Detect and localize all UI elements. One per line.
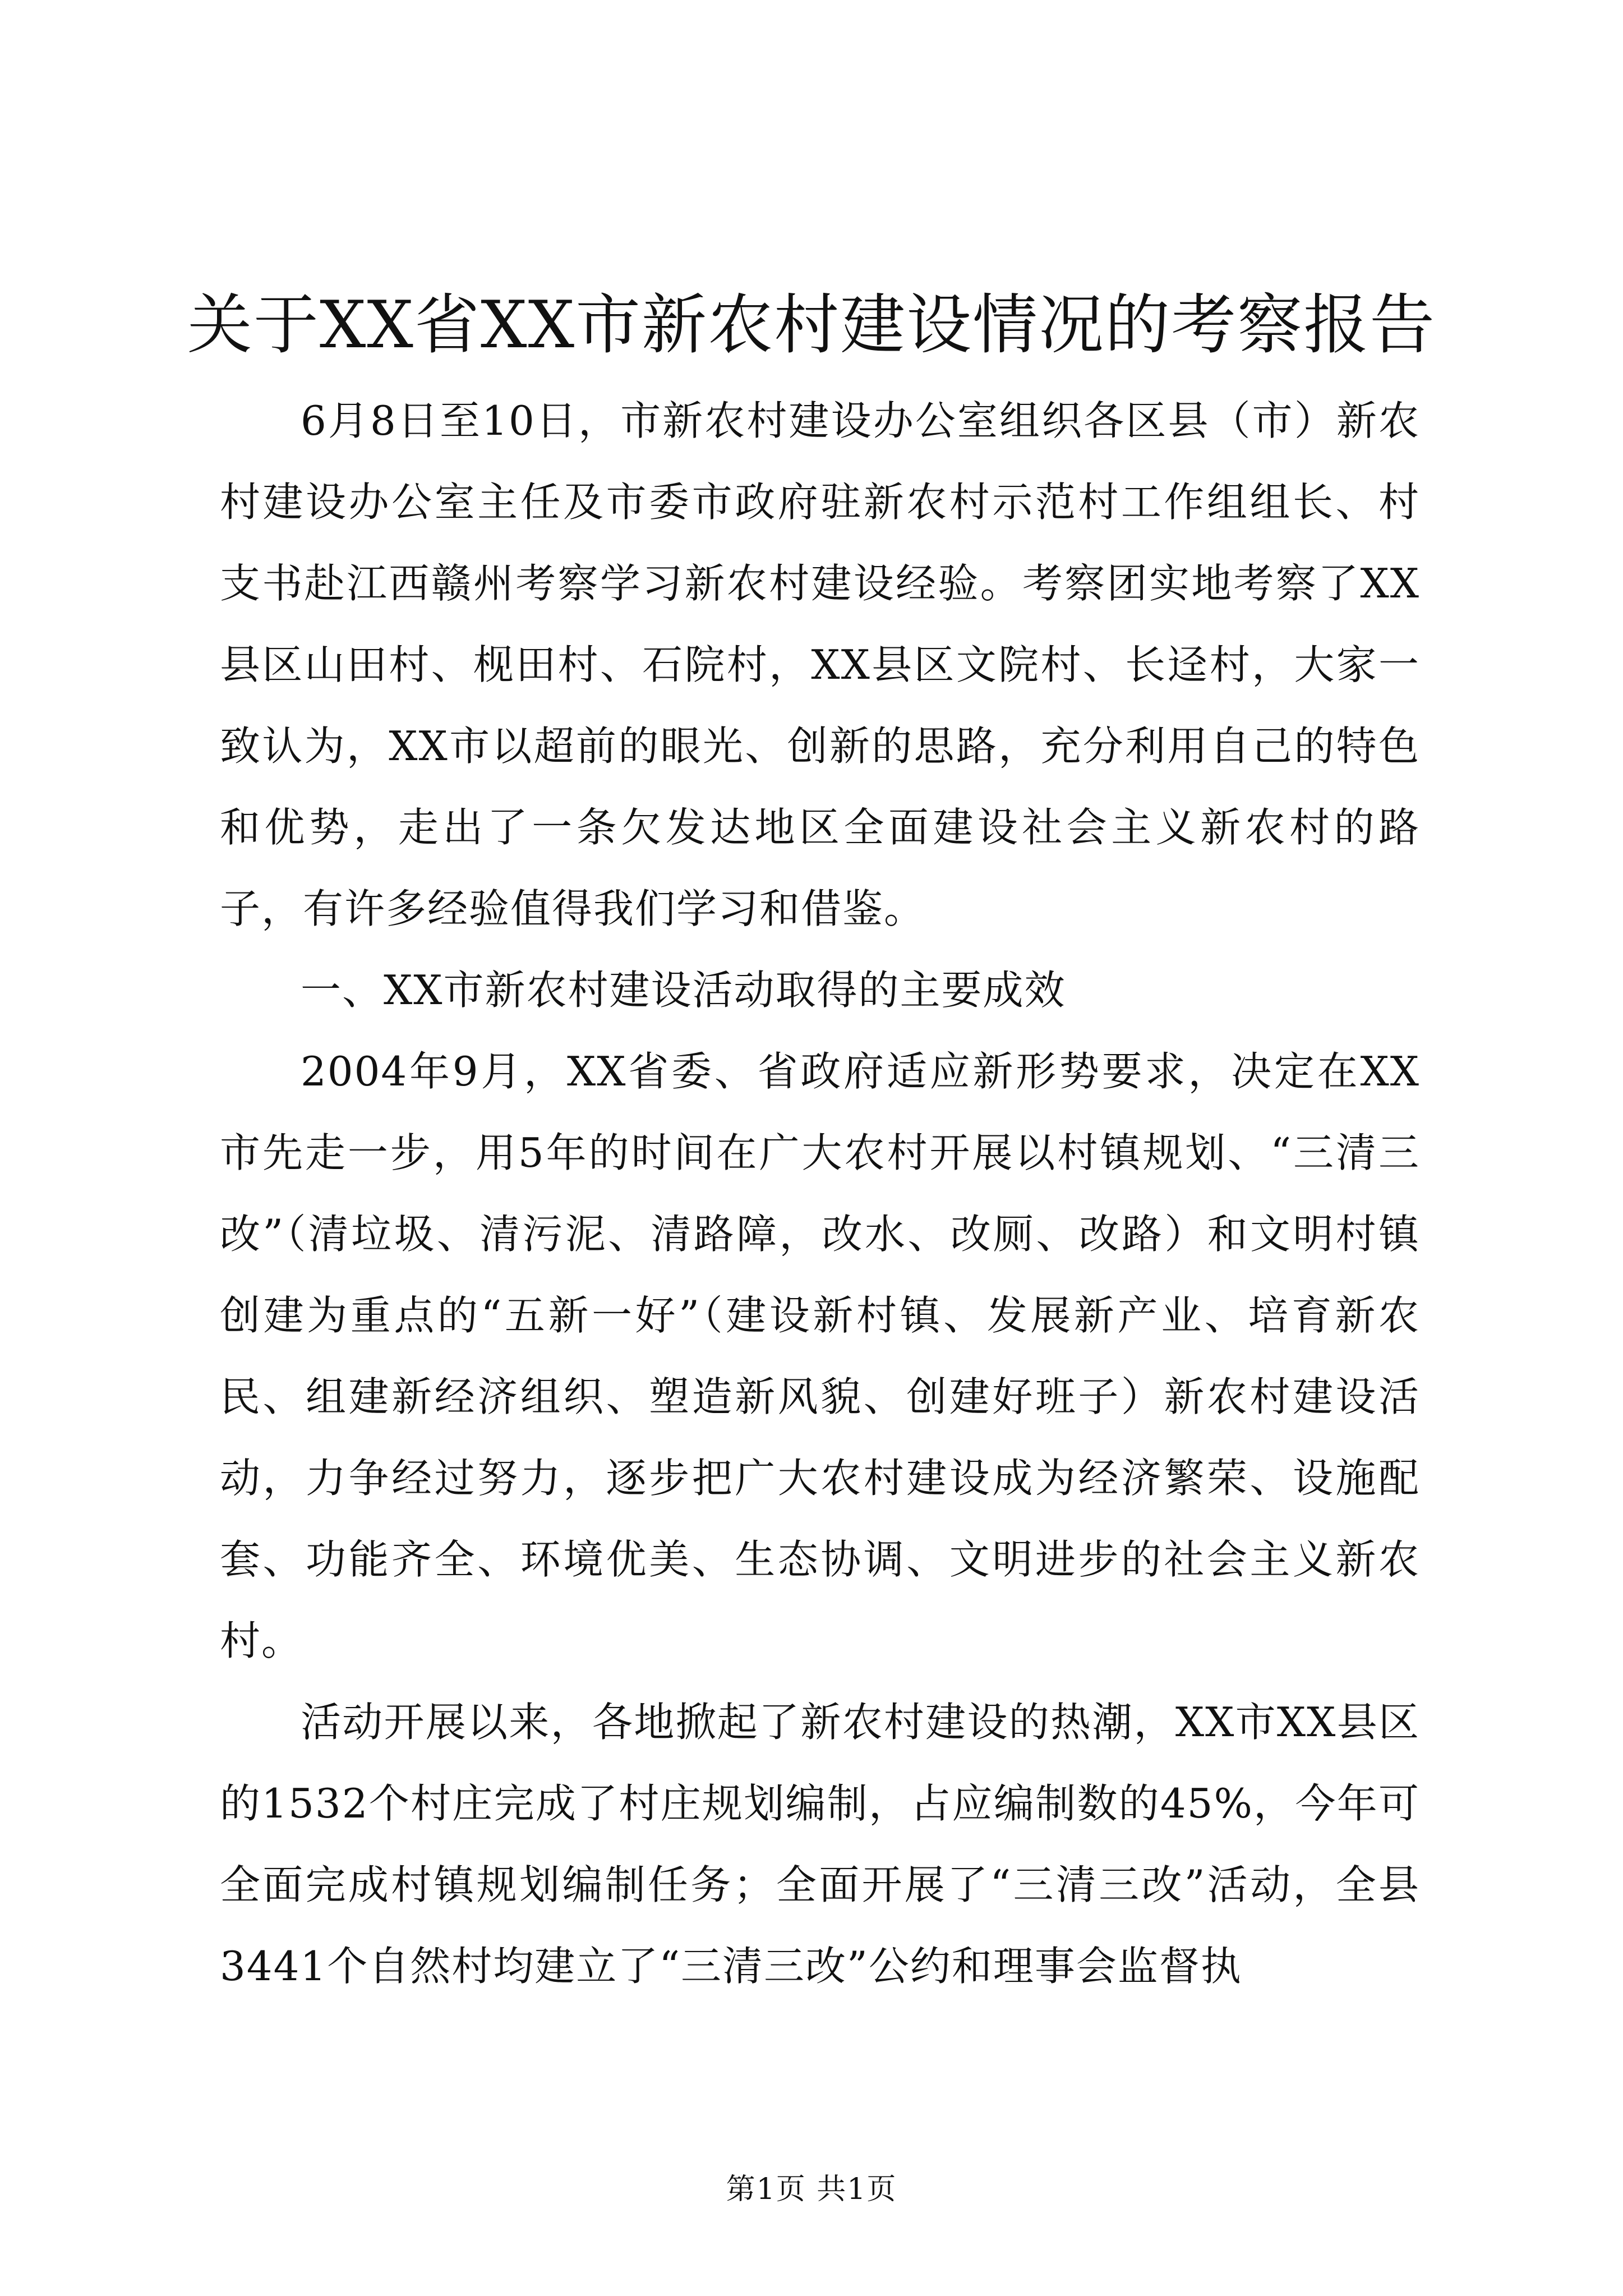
document-body	[220, 380, 1420, 2007]
document-title: 关于XX省XX市新农村建设情况的考察报告	[187, 287, 1436, 363]
section-heading-1: 一、XX市新农村建设活动取得的主要成效	[301, 967, 1066, 1014]
paragraph-progress: 活动开展以来，各地掀起了新农村建设的热潮，XX市XX县区的1532个村庄完成了村庄规划编制，占应编制数的45%，今年可全面完成村镇规划编制任务；全面开展了“三清三改”活动，全县3441个自然村均建立了“三清三改”公约和理事会监督执	[220, 1699, 1420, 1990]
paragraph-background: 2004年9月，XX省委、省政府适应新形势要求，决定在XX市先走一步，用5年的时间在广大农村开展以村镇规划、“三清三改”（清垃圾、清污泥、清路障，改水、改厕、改路）和文明村镇创建为重点的“五新一好”（建设新村镇、发展新产业、培育新农民、组建新经济组织、塑造新风貌、创建好班子）新农村建设活动，力争经过努力，逐步把广大农村建设成为经济繁荣、设施配套、功能齐全、环境优美、生态协调、文明进步的社会主义新农村。	[220, 1048, 1420, 1664]
paragraph-intro: 6月8日至10日，市新农村建设办公室组织各区县（市）新农村建设办公室主任及市委市政府驻新农村示范村工作组组长、村支书赴江西赣州考察学习新农村建设经验。考察团实地考察了XX县区山田村、枧田村、石院村，XX县区文院村、长迳村，大家一致认为，XX市以超前的眼光、创新的思路，充分利用自己的特色和优势，走出了一条欠发达地区全面建设社会主义新农村的路子，有许多经验值得我们学习和借鉴。	[220, 397, 1420, 932]
page-footer: 第1页 共1页	[726, 2173, 897, 2206]
